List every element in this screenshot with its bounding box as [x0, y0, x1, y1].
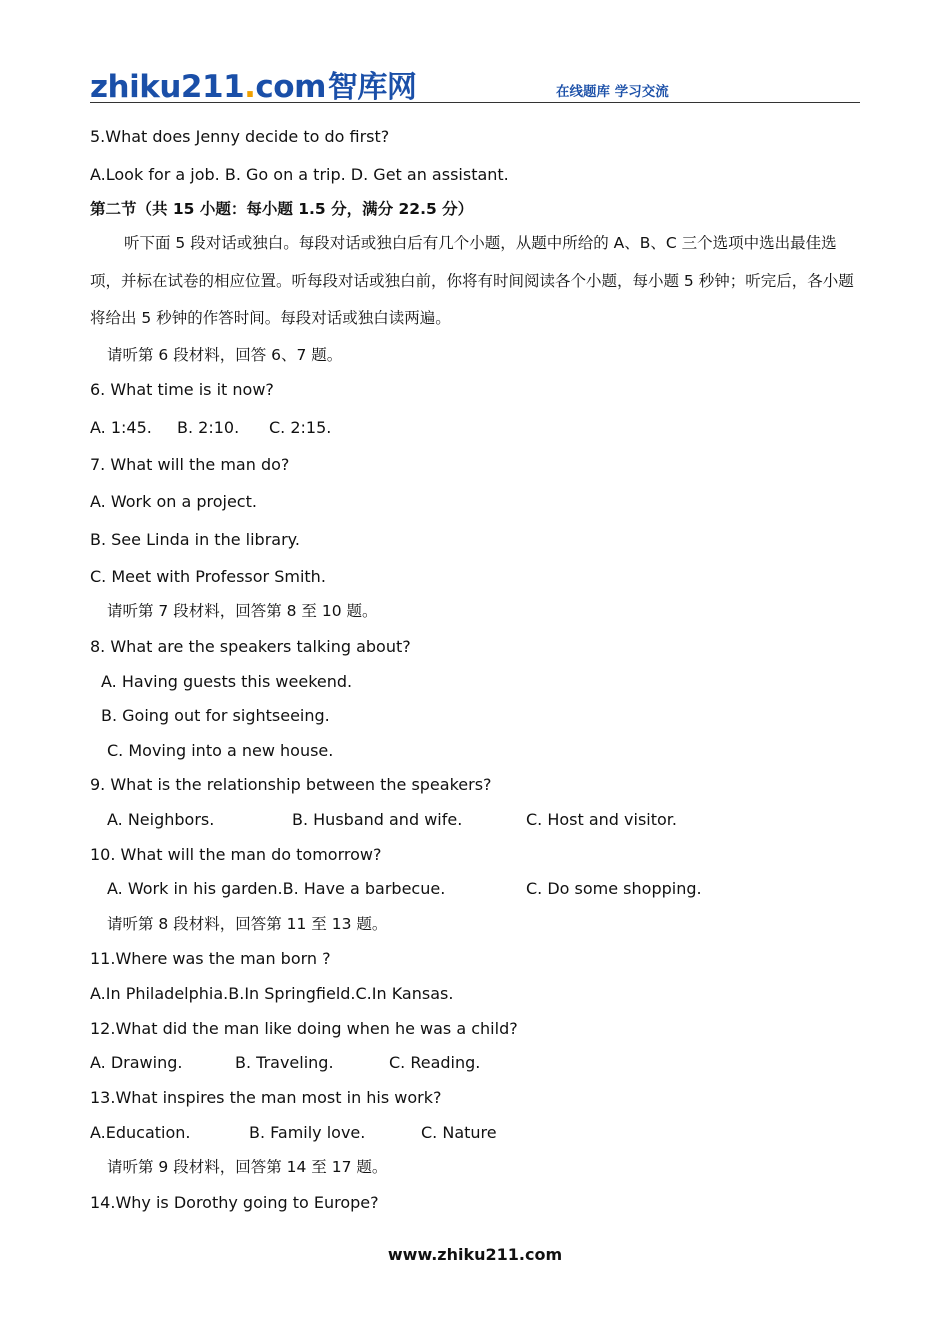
q6-option-a: A. 1:45.	[90, 418, 152, 437]
site-logo[interactable]	[90, 62, 416, 106]
material-6-note: 请听第 6 段材料，回答 6、7 题。	[107, 346, 343, 364]
q13-question: 13.What inspires the man most in his work?	[90, 1088, 442, 1107]
q6-option-b: B. 2:10.	[177, 418, 240, 437]
q7-option-a: A. Work on a project.	[90, 492, 257, 511]
logo-dot: .	[244, 69, 256, 105]
q5-question: 5.What does Jenny decide to do first?	[90, 127, 390, 146]
q11-question: 11.Where was the man born ?	[90, 949, 331, 968]
q8-option-c: C. Moving into a new house.	[107, 741, 334, 760]
section-title: 第二节（共 15 小题：每小题 1.5 分，满分 22.5 分）	[90, 200, 474, 218]
instructions-text: 听下面 5 段对话或独白。每段对话或独白后有几个小题，从题中所给的 A、B、C 三个选项中选出最佳选项，并标在试卷的相应位置。听每段对话或独白前，你将有时间阅读各个小题，每小题 5 秒钟；听完后，各小题将给出 5 秒钟的作答时间。每段对话或独白读两遍。	[90, 234, 854, 327]
q13-option-b: B. Family love.	[249, 1123, 366, 1142]
q10-option-c: C. Do some shopping.	[526, 879, 702, 898]
section-instructions	[90, 225, 862, 338]
q11-options: A.In Philadelphia.B.In Springfield.C.In Kansas.	[90, 984, 454, 1003]
q12-option-c: C. Reading.	[389, 1053, 481, 1072]
q8-question: 8. What are the speakers talking about?	[90, 637, 411, 656]
q8-option-a: A. Having guests this weekend.	[101, 672, 353, 691]
logo-chinese: 智库网	[327, 70, 417, 105]
q5-options: A.Look for a job. B. Go on a trip. D. Get an assistant.	[90, 165, 509, 184]
q12-question: 12.What did the man like doing when he was a child?	[90, 1019, 518, 1038]
material-7-note: 请听第 7 段材料，回答第 8 至 10 题。	[107, 602, 378, 620]
header-tagline: 在线题库 学习交流	[556, 84, 669, 100]
page-header	[90, 60, 860, 103]
q9-option-a: A. Neighbors.	[107, 810, 215, 829]
q7-option-c: C. Meet with Professor Smith.	[90, 567, 326, 586]
material-9-note: 请听第 9 段材料，回答第 14 至 17 题。	[107, 1158, 388, 1176]
q9-question: 9. What is the relationship between the speakers?	[90, 775, 492, 794]
q13-option-c: C. Nature	[421, 1123, 497, 1142]
footer-url[interactable]: www.zhiku211.com	[387, 1245, 563, 1264]
q10-question: 10. What will the man do tomorrow?	[90, 845, 382, 864]
q14-question: 14.Why is Dorothy going to Europe?	[90, 1193, 379, 1212]
material-8-note: 请听第 8 段材料，回答第 11 至 13 题。	[107, 915, 388, 933]
logo-text: zhiku211	[90, 69, 245, 105]
q12-option-b: B. Traveling.	[235, 1053, 334, 1072]
q10-option-ab: A. Work in his garden.B. Have a barbecue.	[107, 879, 446, 898]
q12-option-a: A. Drawing.	[90, 1053, 183, 1072]
q13-option-a: A.Education.	[90, 1123, 191, 1142]
q8-option-b: B. Going out for sightseeing.	[101, 706, 330, 725]
q7-option-b: B. See Linda in the library.	[90, 530, 300, 549]
logo-com: com	[255, 69, 326, 105]
q7-question: 7. What will the man do?	[90, 455, 290, 474]
q6-option-c: C. 2:15.	[269, 418, 332, 437]
q9-option-b: B. Husband and wife.	[292, 810, 463, 829]
q6-question: 6. What time is it now?	[90, 380, 274, 399]
q9-option-c: C. Host and visitor.	[526, 810, 677, 829]
